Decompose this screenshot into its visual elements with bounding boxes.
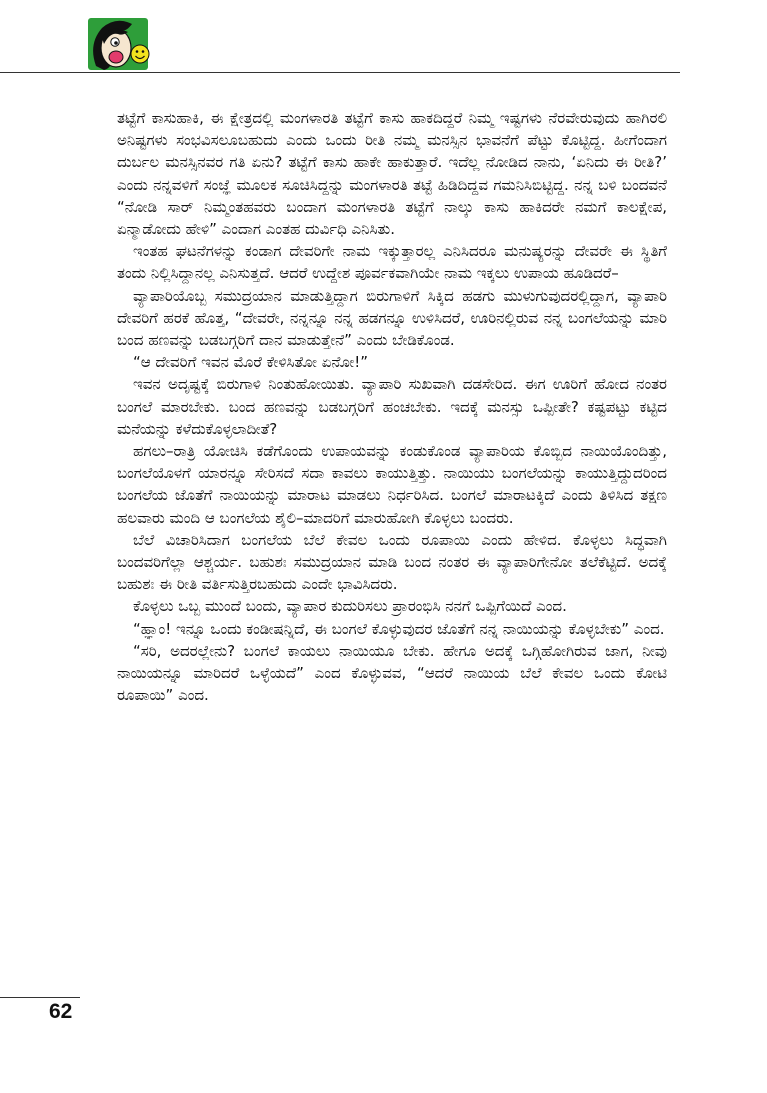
paragraph: ಕೊಳ್ಳಲು ಒಬ್ಬ ಮುಂದೆ ಬಂದು, ವ್ಯಾಪಾರ ಕುದುರಿಸಲು ಪ್ರಾರಂಭಿಸಿ ನನಗೆ ಒಪ್ಪಿಗೆಯಿದೆ ಎಂದ. [133, 597, 567, 616]
paragraph: “ಹ್ಞಾಂ! ಇನ್ನೂ ಒಂದು ಕಂಡೀಷನ್ನಿದೆ, ಈ ಬಂಗಲೆ ಕೊಳ್ಳುವುದರ ಜೊತೆಗೆ ನನ್ನ ನಾಯಿಯನ್ನು ಕೊಳ್ಳಬೇಕು” ಎಂದ. [133, 619, 665, 638]
paragraph: ಇವನ ಅದೃಷ್ಟಕ್ಕೆ ಬಿರುಗಾಳಿ ನಿಂತುಹೋಯಿತು. ವ್ಯಾಪಾರಿ ಸುಖವಾಗಿ ದಡಸೇರಿದ. ಈಗ ಊರಿಗೆ ಹೋದ ನಂತರ ಬಂಗಲೆ ಮಾರಬೇಕು. ಬಂದ ಹಣವನ್ನು ಬಡಬಗ್ಗರಿಗೆ ಹಂಚಬೇಕು. ಇದಕ್ಕೆ ಮನಸ್ಸು ಒಪ್ಪೀತೇ? ಕಷ್ಟಪಟ್ಟು ಕಟ್ಟಿದ ಮನೆಯನ್ನು ಕಳೆದುಕೊಳ್ಳಲಾದೀತೆ? [117, 375, 667, 438]
article-body [117, 107, 667, 706]
footer-divider [0, 997, 80, 998]
paragraph: ಬೆಲೆ ವಿಚಾರಿಸಿದಾಗ ಬಂಗಲೆಯ ಬೆಲೆ ಕೇವಲ ಒಂದು ರೂಪಾಯಿ ಎಂದು ಹೇಳಿದ. ಕೊಳ್ಳಲು ಸಿದ್ಧವಾಗಿ ಬಂದವರಿಗೆಲ್ಲಾ ಆಶ್ಚರ್ಯ. ಬಹುಶಃ ಸಮುದ್ರಯಾನ ಮಾಡಿ ಬಂದ ನಂತರ ಈ ವ್ಯಾಪಾರಿಗೇನೋ ತಲೆಕೆಟ್ಟಿದೆ. ಅದಕ್ಕೆ ಬಹುಶಃ ಈ ರೀತಿ ವರ್ತಿಸುತ್ತಿರಬಹುದು ಎಂದೇ ಭಾವಿಸಿದರು. [117, 530, 667, 594]
header-divider [0, 72, 680, 73]
paragraph: “ಆ ದೇವರಿಗೆ ಇವನ ಮೊರೆ ಕೇಳಿಸಿತೋ ಏನೋ!” [133, 353, 368, 372]
page-number: 62 [49, 1000, 73, 1023]
paragraph: ಇಂತಹ ಘಟನೆಗಳನ್ನು ಕಂಡಾಗ ದೇವರಿಗೇ ನಾಮ ಇಕ್ಕುತ್ತಾರಲ್ಲ ಎನಿಸಿದರೂ ಮನುಷ್ಯರನ್ನು ದೇವರೇ ಈ ಸ್ಥಿತಿಗೆ ತಂದು ನಿಲ್ಲಿಸಿದ್ದಾನಲ್ಲ ಎನಿಸುತ್ತದೆ. ಆದರೆ ಉದ್ದೇಶ ಪೂರ್ವಕವಾಗಿಯೇ ನಾಮ ಇಕ್ಕಲು ಉಪಾಯ ಹೂಡಿದರೆ– [117, 242, 667, 283]
paragraph: ಹಗಲು–ರಾತ್ರಿ ಯೋಚಿಸಿ ಕಡೆಗೊಂದು ಉಪಾಯವನ್ನು ಕಂಡುಕೊಂಡ ವ್ಯಾಪಾರಿಯ ಕೊಬ್ಬಿದ ನಾಯಿಯೊಂದಿತ್ತು, ಬಂಗಲೆಯೊಳಗೆ ಯಾರನ್ನೂ ಸೇರಿಸದೆ ಸದಾ ಕಾವಲು ಕಾಯುತ್ತಿತ್ತು. ನಾಯಿಯು ಬಂಗಲೆಯನ್ನು ಕಾಯುತ್ತಿದ್ದುದರಿಂದ ಬಂಗಲೆಯ ಜೊತೆಗೆ ನಾಯಿಯನ್ನು ಮಾರಾಟ ಮಾಡಲು ನಿರ್ಧರಿಸಿದ. ಬಂಗಲೆ ಮಾರಾಟಕ್ಕಿದೆ ಎಂದು ತಿಳಿಸಿದ ತಕ್ಷಣ ಹಲವಾರು ಮಂದಿ ಆ ಬಂಗಲೆಯ ಶೈಲಿ–ಮಾದರಿಗೆ ಮಾರುಹೋಗಿ ಕೊಳ್ಳಲು ಬಂದರು. [117, 442, 667, 527]
paragraph: ತಟ್ಟೆಗೆ ಕಾಸುಹಾಕಿ, ಈ ಕ್ಷೇತ್ರದಲ್ಲಿ ಮಂಗಳಾರತಿ ತಟ್ಟೆಗೆ ಕಾಸು ಹಾಕದಿದ್ದರೆ ನಿಮ್ಮ ಇಷ್ಟಗಳು ನೆರವೇರುವುದು ಹಾಗಿರಲಿ ಅನಿಷ್ಟಗಳು ಸಂಭವಿಸಲೂಬಹುದು ಎಂದು ಒಂದು ರೀತಿ ನಮ್ಮ ಮನಸ್ಸಿನ ಭಾವನೆಗೆ ಪೆಟ್ಟು ಕೊಟ್ಟಿದ್ದ. ಹೀಗೆಂದಾಗ ದುರ್ಬಲ ಮನಸ್ಸಿನವರ ಗತಿ ಏನು? ತಟ್ಟೆಗೆ ಕಾಸು ಹಾಕೇ ಹಾಕುತ್ತಾರೆ. ಇದೆಲ್ಲ ನೋಡಿದ ನಾನು, ‘ಏನಿದು ಈ ರೀತಿ?’ ಎಂದು ನನ್ನವಳಿಗೆ ಸಂಜ್ಞೆ ಮೂಲಕ ಸೂಚಿಸಿದ್ದನ್ನು ಮಂಗಳಾರತಿ ತಟ್ಟೆ ಹಿಡಿದಿದ್ದವ ಗಮನಿಸಿಬಿಟ್ಟಿದ್ದ. ನನ್ನ ಬಳಿ ಬಂದವನೆ “ನೋಡಿ ಸಾರ್ ನಿಮ್ಮಂತಹವರು ಬಂದಾಗ ಮಂಗಳಾರತಿ ತಟ್ಟೆಗೆ ನಾಲ್ಕು ಕಾಸು ಹಾಕಿದರೇ ನಮಗೆ ಕಾಲಕ್ಷೇಪ, ಏನ್ಮಾಡೋದು ಹೇಳಿ” ಎಂದಾಗ ಎಂತಹ ದುರ್ವಿಧಿ ಎನಿಸಿತು. [117, 109, 667, 239]
paragraph: ವ್ಯಾಪಾರಿಯೊಬ್ಬ ಸಮುದ್ರಯಾನ ಮಾಡುತ್ತಿದ್ದಾಗ ಬಿರುಗಾಳಿಗೆ ಸಿಕ್ಕಿದ ಹಡಗು ಮುಳುಗುವುದರಲ್ಲಿದ್ದಾಗ, ವ್ಯಾಪಾರಿ ದೇವರಿಗೆ ಹರಕೆ ಹೊತ್ತ, “ದೇವರೇ, ನನ್ನನ್ನೂ ನನ್ನ ಹಡಗನ್ನೂ ಉಳಿಸಿದರೆ, ಊರಿನಲ್ಲಿರುವ ನನ್ನ ಬಂಗಲೆಯನ್ನು ಮಾರಿ ಬಂದ ಹಣವನ್ನು ಬಡಬಗ್ಗರಿಗೆ ದಾನ ಮಾಡುತ್ತೇನೆ” ಎಂದು ಬೇಡಿಕೊಂಡ. [117, 286, 667, 350]
cartoon-face-with-smiley-icon [82, 14, 158, 74]
paragraph: “ಸರಿ, ಅದರಲ್ಲೇನು? ಬಂಗಲೆ ಕಾಯಲು ನಾಯಿಯೂ ಬೇಕು. ಹೇಗೂ ಅದಕ್ಕೆ ಒಗ್ಗಿಹೋಗಿರುವ ಜಾಗ, ನೀವು ನಾಯಿಯನ್ನೂ ಮಾರಿದರೆ ಒಳ್ಳೆಯದೆ” ಎಂದ ಕೊಳ್ಳುವವ, “ಆದರೆ ನಾಯಿಯ ಬೆಲೆ ಕೇವಲ ಒಂದು ಕೋಟಿ ರೂಪಾಯಿ” ಎಂದ. [117, 641, 667, 705]
